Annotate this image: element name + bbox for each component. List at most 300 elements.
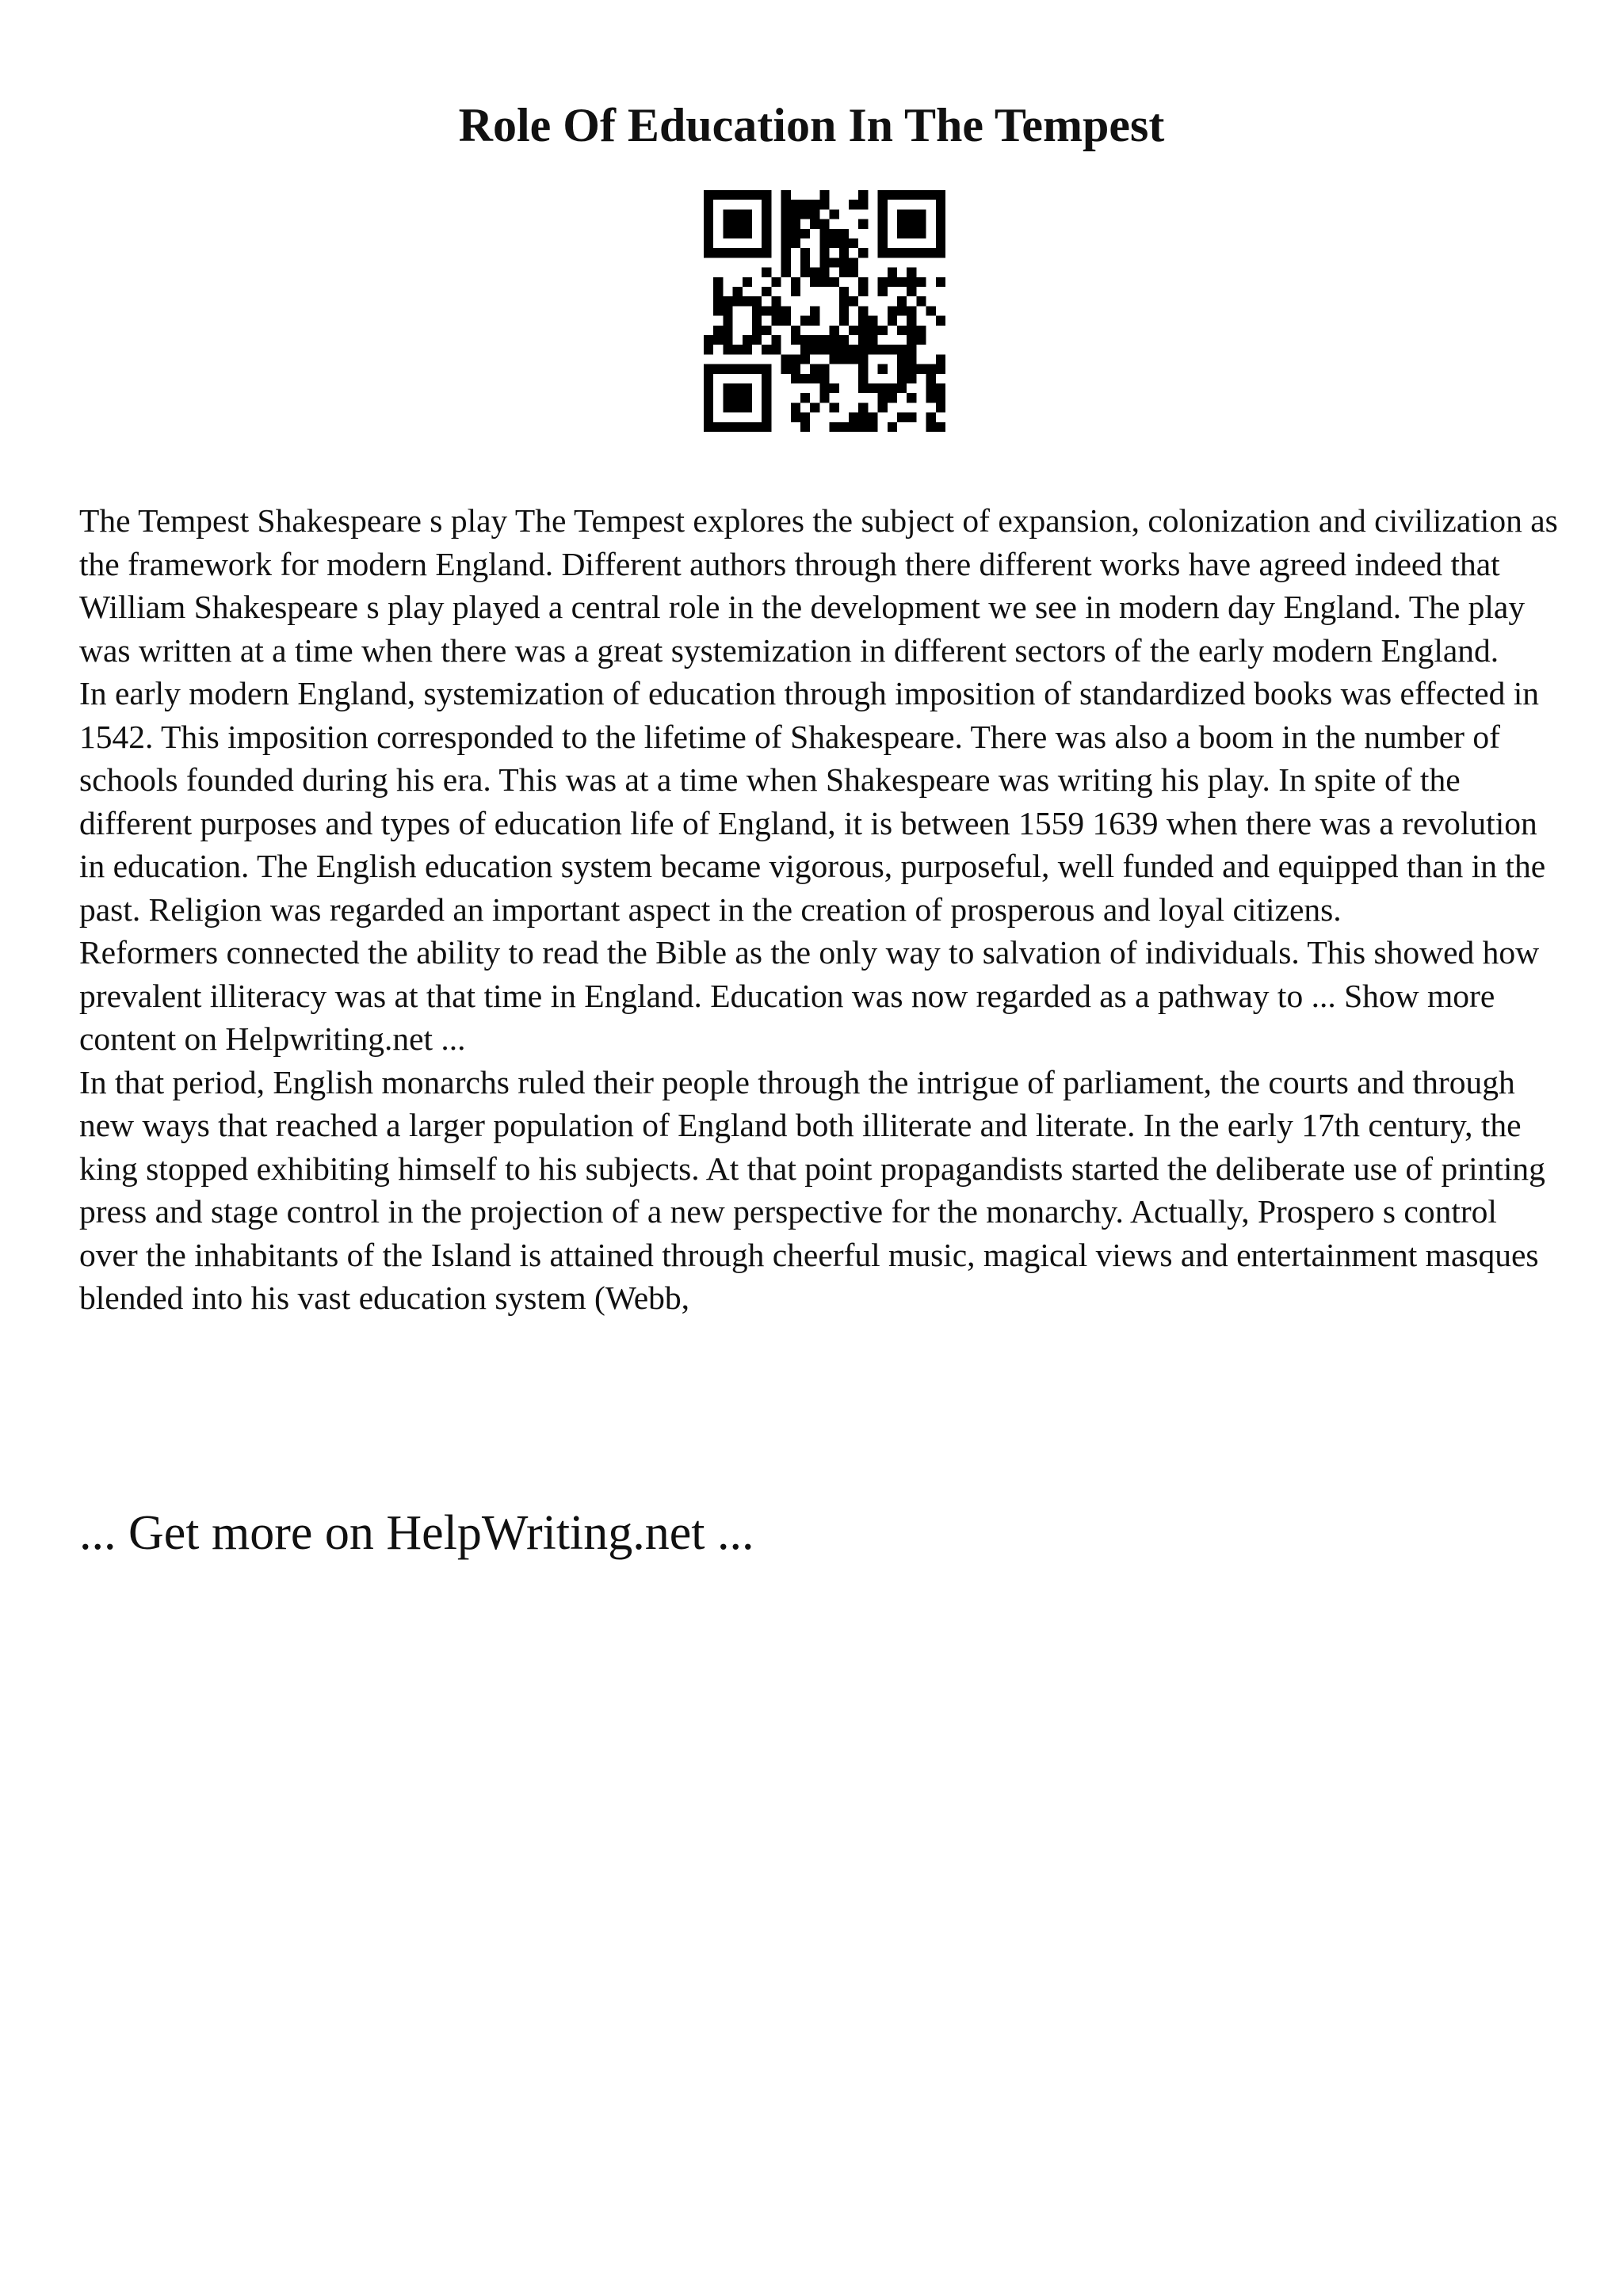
qr-module — [819, 393, 829, 402]
qr-module — [723, 326, 732, 335]
qr-module — [781, 229, 791, 238]
qr-module — [888, 383, 897, 393]
qr-module — [878, 287, 888, 296]
qr-module — [743, 219, 752, 229]
qr-module — [858, 383, 868, 393]
qr-module — [819, 383, 829, 393]
qr-module — [800, 229, 810, 238]
qr-module — [839, 257, 849, 267]
qr-module — [897, 345, 907, 354]
qr-module — [762, 422, 771, 432]
qr-module — [733, 393, 743, 402]
qr-module — [819, 364, 829, 374]
qr-module — [897, 209, 907, 219]
qr-module — [743, 248, 752, 257]
qr-module — [704, 393, 713, 402]
qr-module — [888, 277, 897, 287]
qr-module — [733, 422, 743, 432]
qr-module — [849, 268, 858, 277]
qr-module — [907, 354, 916, 364]
qr-module — [916, 209, 926, 219]
qr-module — [791, 209, 800, 219]
qr-module — [733, 209, 743, 219]
qr-module — [888, 345, 897, 354]
qr-module — [819, 277, 829, 287]
qr-module — [704, 190, 713, 200]
qr-module — [916, 364, 926, 374]
qr-module — [926, 364, 936, 374]
qr-module — [781, 306, 791, 315]
qr-module — [907, 326, 916, 335]
qr-module — [916, 219, 926, 229]
qr-module — [723, 364, 732, 374]
qr-module — [800, 335, 810, 345]
qr-module — [781, 209, 791, 219]
qr-module — [916, 277, 926, 287]
qr-module — [849, 200, 858, 209]
qr-module — [849, 326, 858, 335]
qr-module — [839, 296, 849, 306]
qr-module — [713, 190, 723, 200]
qr-module — [704, 238, 713, 248]
qr-module — [819, 219, 829, 229]
qr-module — [858, 316, 868, 326]
qr-module — [819, 268, 829, 277]
qr-module — [897, 364, 907, 374]
qr-module — [849, 422, 858, 432]
qr-module — [830, 383, 839, 393]
qr-module — [878, 190, 888, 200]
get-more-link[interactable]: ... Get more on HelpWriting.net ... — [79, 1506, 754, 1560]
qr-module — [810, 209, 819, 219]
qr-module — [830, 402, 839, 412]
qr-module — [858, 413, 868, 422]
qr-module — [907, 413, 916, 422]
qr-module — [771, 277, 781, 287]
qr-module — [733, 345, 743, 354]
paragraph: In early modern England, systemization of education through imposition of standardized books was effected in 1542. This imposition corresponded to the lifetime of Shakespeare. There was also a boom in the number of schools founded during his era. This was at a time when Shakespeare was writing his play. In spite of the different purposes and types of education life of England, it is between 1559 1639 when there was a revolution in education. The English education system became vigorous, purposeful, well funded and equipped than in the past. Religion was regarded an important aspect in the creation of prosperous and loyal citizens. — [79, 675, 1546, 928]
qr-module — [868, 316, 877, 326]
paragraph: Reformers connected the ability to read the Bible as the only way to salvation of individuals. This showed how prevalent illiteracy was at that time in England. Education was now regarded as a pathway to ... Show more content on Helpwriting.net ... — [79, 934, 1540, 1057]
qr-module — [723, 316, 732, 326]
qr-module — [849, 257, 858, 267]
qr-module — [723, 190, 732, 200]
qr-module — [858, 422, 868, 432]
qr-module — [839, 335, 849, 345]
qr-module — [868, 413, 877, 422]
qr-module — [916, 296, 926, 306]
qr-module — [936, 354, 945, 364]
qr-module — [907, 287, 916, 296]
qr-module — [907, 393, 916, 402]
qr-module — [888, 393, 897, 402]
qr-module — [897, 296, 907, 306]
qr-module — [723, 296, 732, 306]
qr-module — [752, 316, 762, 326]
qr-module — [743, 229, 752, 238]
qr-module — [791, 238, 800, 248]
qr-module — [762, 306, 771, 315]
qr-module — [762, 287, 771, 296]
qr-module — [752, 364, 762, 374]
qr-module — [819, 200, 829, 209]
qr-module — [810, 402, 819, 412]
qr-module — [771, 316, 781, 326]
qr-module — [897, 306, 907, 315]
qr-module — [704, 229, 713, 238]
qr-module — [800, 268, 810, 277]
qr-module — [936, 383, 945, 393]
qr-module — [800, 257, 810, 267]
qr-module — [849, 345, 858, 354]
qr-module — [839, 268, 849, 277]
qr-module — [810, 374, 819, 383]
qr-module — [791, 402, 800, 412]
qr-module — [819, 238, 829, 248]
qr-module — [733, 219, 743, 229]
qr-module — [713, 364, 723, 374]
qr-module — [868, 326, 877, 335]
qr-module — [819, 190, 829, 200]
qr-module — [936, 402, 945, 412]
qr-module — [800, 200, 810, 209]
qr-module — [762, 238, 771, 248]
article-body — [79, 499, 1561, 1320]
qr-module — [926, 393, 936, 402]
qr-module — [839, 238, 849, 248]
qr-module — [781, 257, 791, 267]
qr-module — [897, 190, 907, 200]
qr-module — [878, 393, 888, 402]
qr-module — [791, 354, 800, 364]
qr-module — [781, 248, 791, 257]
qr-module — [800, 209, 810, 219]
qr-module — [878, 219, 888, 229]
qr-module — [878, 383, 888, 393]
qr-module — [771, 345, 781, 354]
qr-module — [819, 257, 829, 267]
qr-module — [733, 229, 743, 238]
qr-module — [791, 335, 800, 345]
qr-module — [713, 335, 723, 345]
paragraph: In that period, English monarchs ruled their people through the intrigue of parliament, the courts and through new ways that reached a larger population of England both illiterate and literate. In the early 17th century, the king stopped exhibiting himself to his subjects. At that point propagandists started the deliberate use of printing press and stage control in the projection of a new perspective for the monarchy. Actually, Prospero s control over the inhabitants of the Island is attained through cheerful music, magical views and entertainment masques blended into his vast education system (Webb, — [79, 1063, 1545, 1316]
qr-module — [849, 354, 858, 364]
qr-module — [733, 364, 743, 374]
qr-module — [858, 402, 868, 412]
qr-module — [819, 229, 829, 238]
qr-module — [878, 277, 888, 287]
qr-module — [762, 190, 771, 200]
qr-module — [810, 277, 819, 287]
qr-module — [878, 402, 888, 412]
qr-module — [888, 316, 897, 326]
qr-module — [916, 335, 926, 345]
qr-module — [704, 209, 713, 219]
qr-module — [830, 277, 839, 287]
qr-module — [762, 364, 771, 374]
qr-module — [800, 374, 810, 383]
qr-module — [762, 229, 771, 238]
qr-module — [830, 257, 839, 267]
qr-module — [762, 248, 771, 257]
qr-module — [713, 326, 723, 335]
qr-module — [868, 335, 877, 345]
qr-module — [800, 422, 810, 432]
qr-module — [810, 345, 819, 354]
paragraph: The Tempest Shakespeare s play The Tempest explores the subject of expansion, colonization and civilization as the framework for modern England. Different authors through there different works have agreed indeed that William Shakespeare s play played a central role in the development we see in modern day England. The play was written at a time when there was a great systemization in different sectors of the early modern England. — [79, 502, 1558, 669]
qr-module — [858, 374, 868, 383]
qr-module — [839, 316, 849, 326]
qr-module — [752, 422, 762, 432]
qr-module — [713, 248, 723, 257]
qr-module — [743, 277, 752, 287]
qr-module — [800, 316, 810, 326]
qr-module — [858, 326, 868, 335]
qr-module — [723, 248, 732, 257]
qr-module — [771, 335, 781, 345]
qr-module — [830, 354, 839, 364]
qr-module — [888, 306, 897, 315]
qr-module — [907, 248, 916, 257]
qr-module — [897, 413, 907, 422]
qr-module — [897, 277, 907, 287]
qr-module — [888, 422, 897, 432]
qr-module — [858, 364, 868, 374]
qr-module — [907, 345, 916, 354]
qr-module — [800, 345, 810, 354]
qr-module — [819, 374, 829, 383]
qr-module — [704, 402, 713, 412]
qr-module — [723, 422, 732, 432]
qr-module — [704, 422, 713, 432]
qr-module — [878, 326, 888, 335]
qr-module — [713, 277, 723, 287]
qr-module — [781, 364, 791, 374]
qr-module — [810, 316, 819, 326]
qr-module — [810, 200, 819, 209]
qr-module — [713, 287, 723, 296]
qr-module — [762, 383, 771, 393]
qr-module — [781, 354, 791, 364]
qr-module — [916, 190, 926, 200]
page-title: Role Of Education In The Tempest — [458, 99, 1165, 151]
qr-module — [810, 268, 819, 277]
qr-module — [830, 335, 839, 345]
qr-module — [704, 345, 713, 354]
qr-module — [781, 238, 791, 248]
qr-module — [936, 248, 945, 257]
qr-module — [839, 306, 849, 315]
qr-module — [936, 364, 945, 374]
qr-module — [791, 219, 800, 229]
qr-module — [878, 229, 888, 238]
qr-module — [752, 306, 762, 315]
qr-module — [936, 238, 945, 248]
qr-module — [819, 248, 829, 257]
qr-module — [926, 190, 936, 200]
qr-module — [800, 248, 810, 257]
qr-module — [762, 402, 771, 412]
qr-module — [723, 383, 732, 393]
qr-module — [762, 209, 771, 219]
qr-module — [839, 248, 849, 257]
qr-module — [907, 364, 916, 374]
qr-module — [858, 277, 868, 287]
qr-module — [878, 238, 888, 248]
qr-module — [830, 229, 839, 238]
qr-module — [897, 248, 907, 257]
qr-module — [781, 190, 791, 200]
qr-module — [791, 374, 800, 383]
qr-module — [713, 422, 723, 432]
qr-module — [888, 268, 897, 277]
qr-module — [849, 238, 858, 248]
qr-module — [752, 326, 762, 335]
qr-module — [936, 229, 945, 238]
qr-module — [752, 296, 762, 306]
qr-module — [704, 364, 713, 374]
qr-module — [907, 374, 916, 383]
qr-module — [839, 287, 849, 296]
qr-module — [858, 287, 868, 296]
qr-module — [723, 306, 732, 315]
qr-module — [723, 209, 732, 219]
qr-module — [926, 422, 936, 432]
qr-module — [916, 229, 926, 238]
qr-module — [810, 364, 819, 374]
qr-module — [762, 219, 771, 229]
qr-module — [878, 345, 888, 354]
qr-module — [723, 229, 732, 238]
qr-module — [733, 248, 743, 257]
qr-module — [926, 374, 936, 383]
qr-module — [858, 200, 868, 209]
qr-module — [878, 209, 888, 219]
qr-module — [878, 248, 888, 257]
qr-module — [858, 335, 868, 345]
qr-module — [733, 383, 743, 393]
qr-module — [791, 364, 800, 374]
qr-module — [743, 296, 752, 306]
qr-module — [907, 277, 916, 287]
qr-module — [907, 316, 916, 326]
qr-code-icon[interactable] — [704, 190, 945, 432]
qr-module — [762, 268, 771, 277]
qr-module — [916, 326, 926, 335]
qr-module — [743, 345, 752, 354]
qr-module — [781, 316, 791, 326]
qr-module — [936, 209, 945, 219]
qr-module — [936, 316, 945, 326]
qr-module — [743, 335, 752, 345]
qr-module — [849, 413, 858, 422]
qr-module — [897, 374, 907, 383]
qr-module — [762, 326, 771, 335]
qr-module — [839, 422, 849, 432]
qr-module — [858, 345, 868, 354]
qr-module — [743, 422, 752, 432]
qr-module — [888, 248, 897, 257]
qr-module — [791, 200, 800, 209]
qr-module — [858, 190, 868, 200]
qr-module — [878, 200, 888, 209]
qr-module — [819, 335, 829, 345]
qr-module — [849, 296, 858, 306]
qr-module — [743, 402, 752, 412]
qr-module — [868, 345, 877, 354]
qr-module — [733, 402, 743, 412]
qr-module — [723, 335, 732, 345]
qr-module — [830, 422, 839, 432]
qr-module — [907, 335, 916, 345]
qr-module — [733, 296, 743, 306]
qr-module — [858, 248, 868, 257]
qr-module — [743, 190, 752, 200]
qr-module — [800, 413, 810, 422]
qr-module — [858, 306, 868, 315]
qr-module — [926, 248, 936, 257]
qr-module — [916, 248, 926, 257]
qr-module — [907, 306, 916, 315]
qr-module — [810, 306, 819, 315]
qr-module — [733, 287, 743, 296]
qr-module — [800, 354, 810, 364]
qr-module — [926, 306, 936, 315]
qr-module — [752, 248, 762, 257]
qr-module — [752, 335, 762, 345]
qr-module — [926, 413, 936, 422]
qr-module — [907, 229, 916, 238]
qr-module — [762, 200, 771, 209]
qr-module — [704, 383, 713, 393]
qr-module — [810, 335, 819, 345]
qr-module — [897, 354, 907, 364]
qr-module — [878, 364, 888, 374]
qr-module — [907, 268, 916, 277]
qr-module — [819, 345, 829, 354]
qr-module — [733, 190, 743, 200]
qr-module — [791, 277, 800, 287]
qr-module — [888, 190, 897, 200]
qr-module — [936, 277, 945, 287]
qr-module — [897, 219, 907, 229]
qr-module — [858, 219, 868, 229]
qr-module — [791, 229, 800, 238]
qr-module — [704, 374, 713, 383]
qr-module — [830, 345, 839, 354]
qr-module — [897, 326, 907, 335]
qr-module — [791, 326, 800, 335]
qr-module — [704, 248, 713, 257]
qr-module — [704, 200, 713, 209]
qr-module — [713, 306, 723, 315]
qr-module — [771, 306, 781, 315]
qr-module — [839, 354, 849, 364]
qr-module — [897, 383, 907, 393]
qr-module — [800, 393, 810, 402]
qr-module — [907, 209, 916, 219]
qr-module — [781, 268, 791, 277]
qr-module — [743, 364, 752, 374]
qr-module — [723, 345, 732, 354]
qr-module — [704, 335, 713, 345]
qr-module — [907, 190, 916, 200]
qr-code-graphic — [704, 190, 945, 432]
qr-module — [897, 229, 907, 238]
qr-module — [907, 219, 916, 229]
qr-module — [771, 296, 781, 306]
qr-module — [762, 374, 771, 383]
